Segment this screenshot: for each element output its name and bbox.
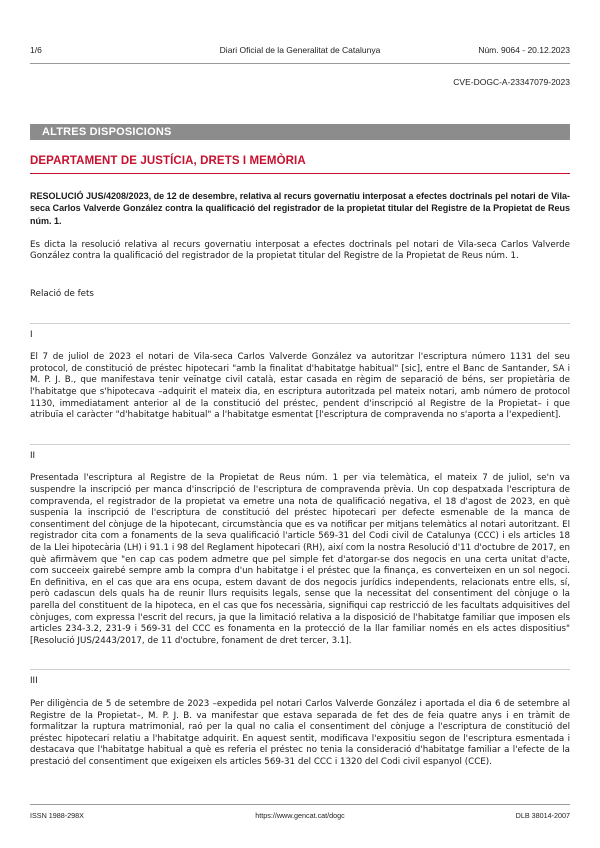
resolution-title: RESOLUCIÓ JUS/4208/2023, de 12 de desembre, relativa al recurs governatiu interposat a efectes doctrinals pel notari de Vila-seca Carlos Valverde González contra la qualificació del registrador de la propietat titular del Registre de la Propietat de Reus núm. 1. xyxy=(30,191,570,226)
section-text-ii: Presentada l'escriptura al Registre de la Propietat de Reus núm. 1 per via telemàtica, el mateix 7 de juliol, se'n va suspendre la inscripció per manca d'inscripció de l'escriptura de compravenda prèvia. Un cop despatxada l'escriptura de compravenda, el registrador de la propietat va emetre una nota de qualificació negativa, el 18 d'agost de 2023, en què suspenia la inscripció de l'escriptura de constitució del préstec hipotecari per defecte esmenable de la manca de consentiment del cònjuge de la hipotecant, circumstància que es va notificar per mitjans telemàtics al notari autoritzant. El registrador cita com a fonaments de la seva qualificació l'article 569-31 del Codi civil de Catalunya (CCC) i els articles 18 de la Llei hipotecària (LH) i 91.1 i 98 del Reglament hipotecari (RH), així com la nostra Resolució d'11 d'octubre de 2017, en què afirmàvem que "en cap cas podem admetre que pel simple fet d'atorgar-se dos negocis en una certa unitat d'acte, com succeeix gairebé sempre amb la compra d'un habitatge i el préstec que la finança, es converteixen en un sol negoci. En definitiva, en el cas que ara ens ocupa, estem davant de dos negocis jurídics independents, relacionats entre ells, sí, però cadascun dels quals ha de reunir llurs requisits legals, sense que la necessitat del consentiment del cònjuge o la parella del constituent de la hipoteca, en el cas que fos necessària, signifiqui cap restricció de les facultats adquisitives del cònjuges, com expressa l'escrit del recurs, ja que la limitació relativa a la disposició de l'habitatge familiar que imposen els articles 234-3.2, 231-9 i 569-31 del CCC es fonamenta en la protecció de la llar familiar només en els actes dispositius" [Resolució JUS/2443/2017, de 11 d'octubre, fonament de dret tercer, 3.1]. xyxy=(30,473,570,646)
section-numeral-iii: III xyxy=(30,676,38,687)
issue-number-date: Núm. 9064 - 20.12.2023 xyxy=(478,45,570,55)
footer-divider xyxy=(30,804,570,805)
footer-url-link[interactable]: https://www.gencat.cat/dogc xyxy=(255,811,345,820)
cve-code: CVE-DOGC-A-23347079-2023 xyxy=(453,77,570,87)
page-number: 1/6 xyxy=(30,45,42,55)
header-divider xyxy=(30,63,570,64)
section-divider xyxy=(30,444,570,445)
section-numeral-ii: II xyxy=(30,450,36,461)
resolution-summary: Es dicta la resolució relativa al recurs governatiu interposat a efectes doctrinals pel notari de Vila-seca Carlos Valverde González contra la qualificació del registrador de la propietat titular del Registre de la Propietat de Reus núm. 1. xyxy=(30,239,570,262)
section-text-iii: Per diligència de 5 de setembre de 2023 –expedida pel notari Carlos Valverde González i aportada el dia 6 de setembre al Registre de la Propietat–, M. P. J. B. va manifestar que estava separada de fet des de feia quatre anys i en tràmit de formalitzar la ruptura matrimonial, raó per la qual no calia el consentiment del cònjuge a l'escriptura de constitució del préstec hipotecari relatiu a l'habitatge adquirit. En aquest sentit, modificava l'expositiu segon de l'escriptura esmentada i destacava que l'habitatge habitual a què es referia el préstec no tenia la consideració d'habitatge familiar a l'efecte de la prestació del consentiment que exigeixen els articles 569-31 del CCC i 1320 del Codi civil espanyol (CCE). xyxy=(30,698,570,767)
facts-heading: Relació de fets xyxy=(30,289,94,300)
department-divider xyxy=(30,173,570,174)
issn: ISSN 1988-298X xyxy=(30,811,84,820)
section-text-i: El 7 de juliol de 2023 el notari de Vila-seca Carlos Valverde González va autoritzar l'escriptura número 1131 del seu protocol, de constitució de préstec hipotecari "amb la finalitat d'habitatge habitual" [sic], entre el Banc de Santander, SA i M. P. J. B., que manifestava tenir veïnatge civil català, estar casada en règim de separació de béns, ser propietària de l'habitatge que s'hipotecava –adquirit el mateix dia, en escriptura autoritzada pel mateix notari, amb número de protocol 1130, immediatament anterior al de la constitució del préstec, pendent d'inscripció al Registre de la Propietat– i que atribuïa el caràcter "d'habitatge habitual" a l'habitatge esmentat [l'escriptura de compravenda no s'aporta a l'expedient]. xyxy=(30,352,570,421)
section-divider xyxy=(30,669,570,670)
page-header xyxy=(30,45,570,61)
legal-deposit: DLB 38014-2007 xyxy=(515,811,570,820)
document-body xyxy=(30,190,570,768)
publication-name: Diari Oficial de la Generalitat de Catalunya xyxy=(219,45,381,55)
section-numeral-i: I xyxy=(30,329,33,340)
department-title: DEPARTAMENT DE JUSTÍCIA, DRETS I MEMÒRIA xyxy=(30,155,306,167)
section-heading: ALTRES DISPOSICIONS xyxy=(30,124,570,140)
section-divider xyxy=(30,323,570,324)
